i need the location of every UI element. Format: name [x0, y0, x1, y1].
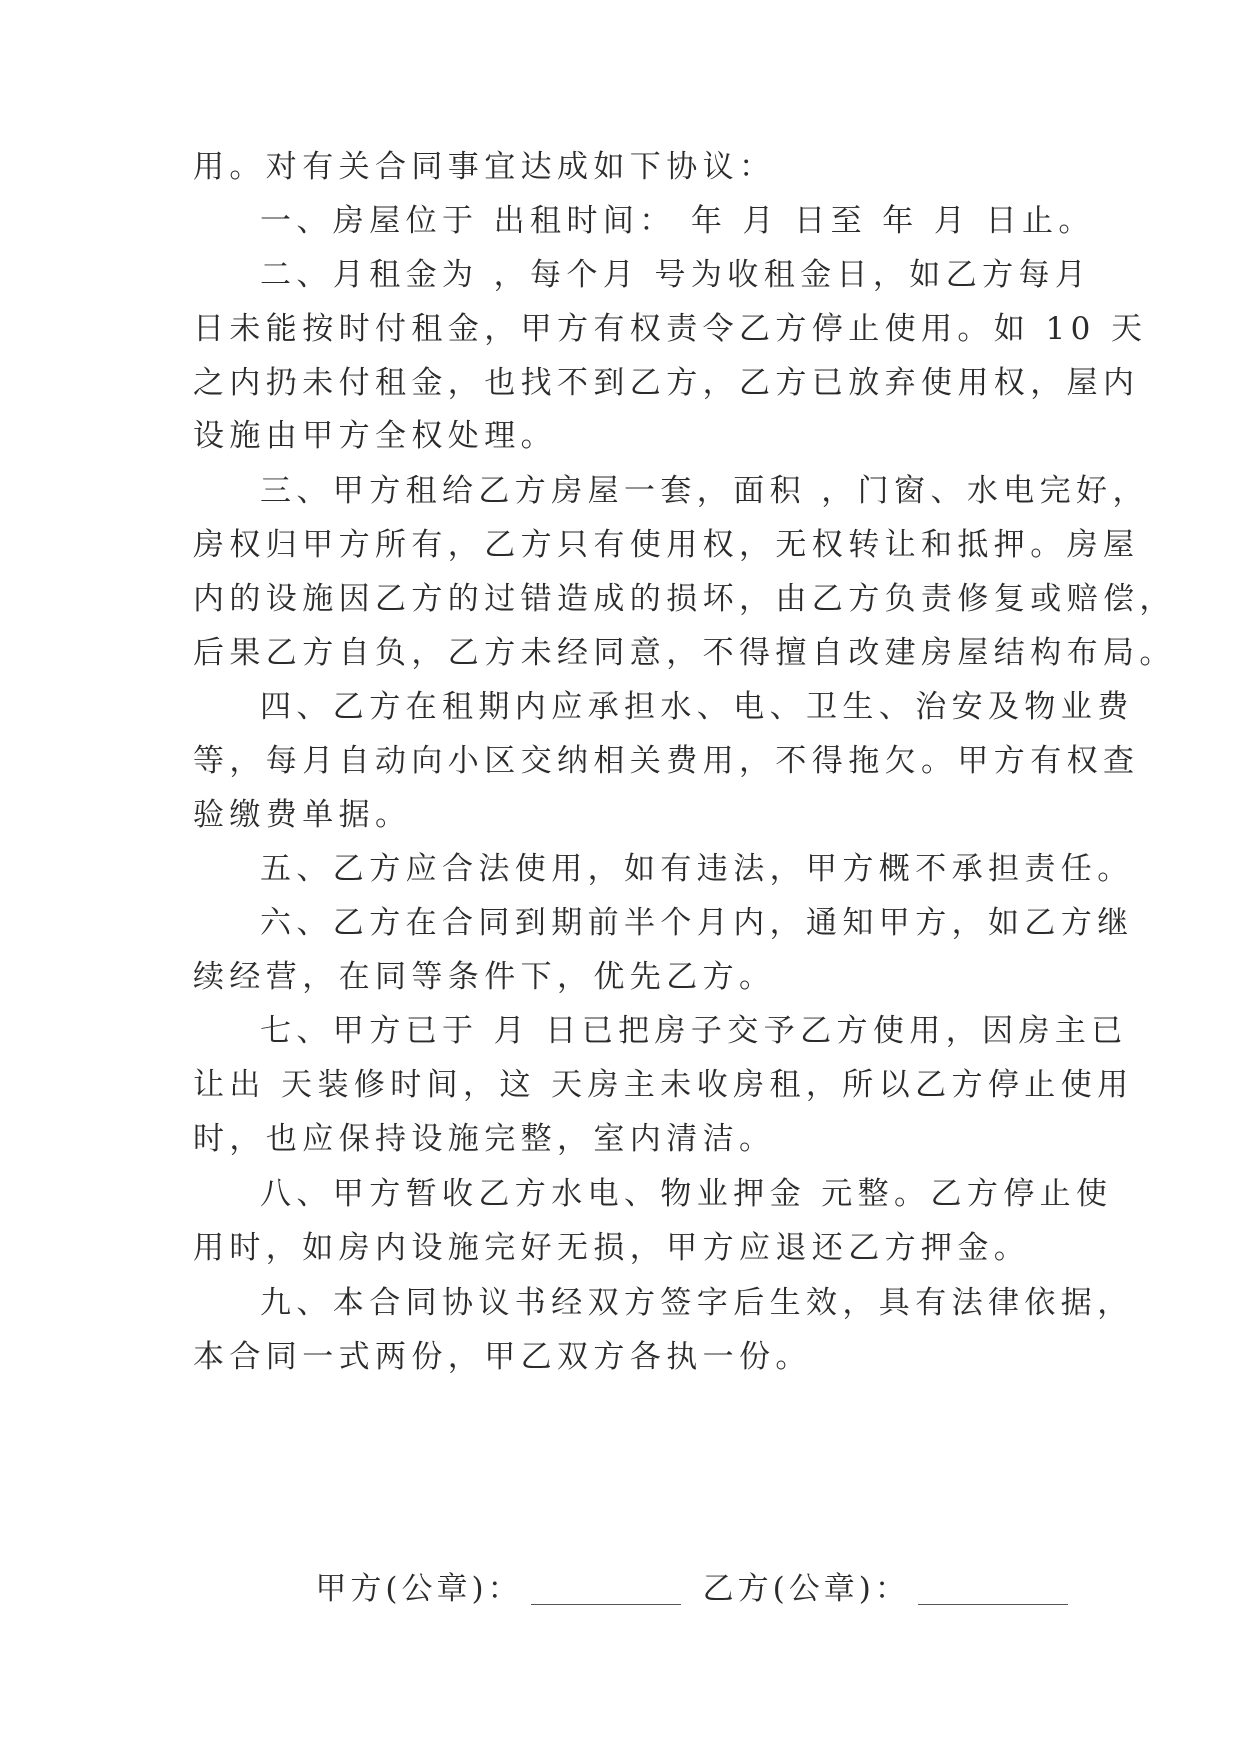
- clause-2-continued: 设施由甲方全权处理。: [193, 418, 557, 454]
- clause-8-continued: 用时，如房内设施完好无损，甲方应退还乙方押金。: [193, 1230, 1031, 1266]
- clause-1: 一、房屋位于 出租时间： 年 月 日至 年 月 日止。: [260, 203, 1095, 239]
- clause-7-continued: 时，也应保持设施完整，室内清洁。: [193, 1121, 776, 1157]
- clause-2: 二、月租金为 ，每个月 号为收租金日，如乙方每月: [260, 257, 1092, 293]
- clause-7: 七、甲方已于 月 日已把房子交予乙方使用，因房主已: [260, 1013, 1128, 1049]
- clause-6: 六、乙方在合同到期前半个月内，通知甲方，如乙方继: [260, 905, 1134, 941]
- clause-3-continued: 房权归甲方所有，乙方只有使用权，无权转让和抵押。房屋: [193, 527, 1140, 563]
- clause-6-continued: 续经营，在同等条件下，优先乙方。: [193, 959, 776, 995]
- party-a-seal-label: 甲方(公章)：: [315, 1571, 523, 1607]
- clause-3-continued: 后果乙方自负，乙方未经同意，不得擅自改建房屋结构布局。: [193, 635, 1176, 671]
- party-b-seal-label: 乙方(公章)：: [702, 1571, 910, 1607]
- clause-9: 九、本合同协议书经双方签字后生效，具有法律依据，: [260, 1285, 1134, 1321]
- clause-3: 三、甲方租给乙方房屋一套，面积 ，门窗、水电完好，: [260, 473, 1149, 509]
- clause-3-continued: 内的设施因乙方的过错造成的损坏，由乙方负责修复或赔偿，: [193, 581, 1176, 617]
- clause-4: 四、乙方在租期内应承担水、电、卫生、治安及物业费: [260, 689, 1134, 725]
- clause-5: 五、乙方应合法使用，如有违法，甲方概不承担责任。: [260, 851, 1134, 887]
- clause-2-continued: 日未能按时付租金，甲方有权责令乙方停止使用。如 10 天: [193, 311, 1148, 347]
- clause-4-continued: 验缴费单据。: [193, 797, 412, 833]
- clause-9-continued: 本合同一式两份，甲乙双方各执一份。: [193, 1339, 812, 1375]
- party-b-signature-blank[interactable]: [918, 1576, 1068, 1605]
- clause-8: 八、甲方暂收乙方水电、物业押金 元整。乙方停止使: [260, 1176, 1113, 1212]
- clause-7-continued: 让出 天装修时间，这 天房主未收房租，所以乙方停止使用: [193, 1067, 1134, 1103]
- party-a-signature-blank[interactable]: [531, 1576, 681, 1605]
- contract-line-1: 用。对有关合同事宜达成如下协议：: [193, 149, 776, 185]
- clause-2-continued: 之内扔未付租金，也找不到乙方，乙方已放弃使用权，屋内: [193, 365, 1140, 401]
- clause-4-continued: 等，每月自动向小区交纳相关费用，不得拖欠。甲方有权查: [193, 743, 1140, 779]
- signature-row: [260, 1502, 1090, 1607]
